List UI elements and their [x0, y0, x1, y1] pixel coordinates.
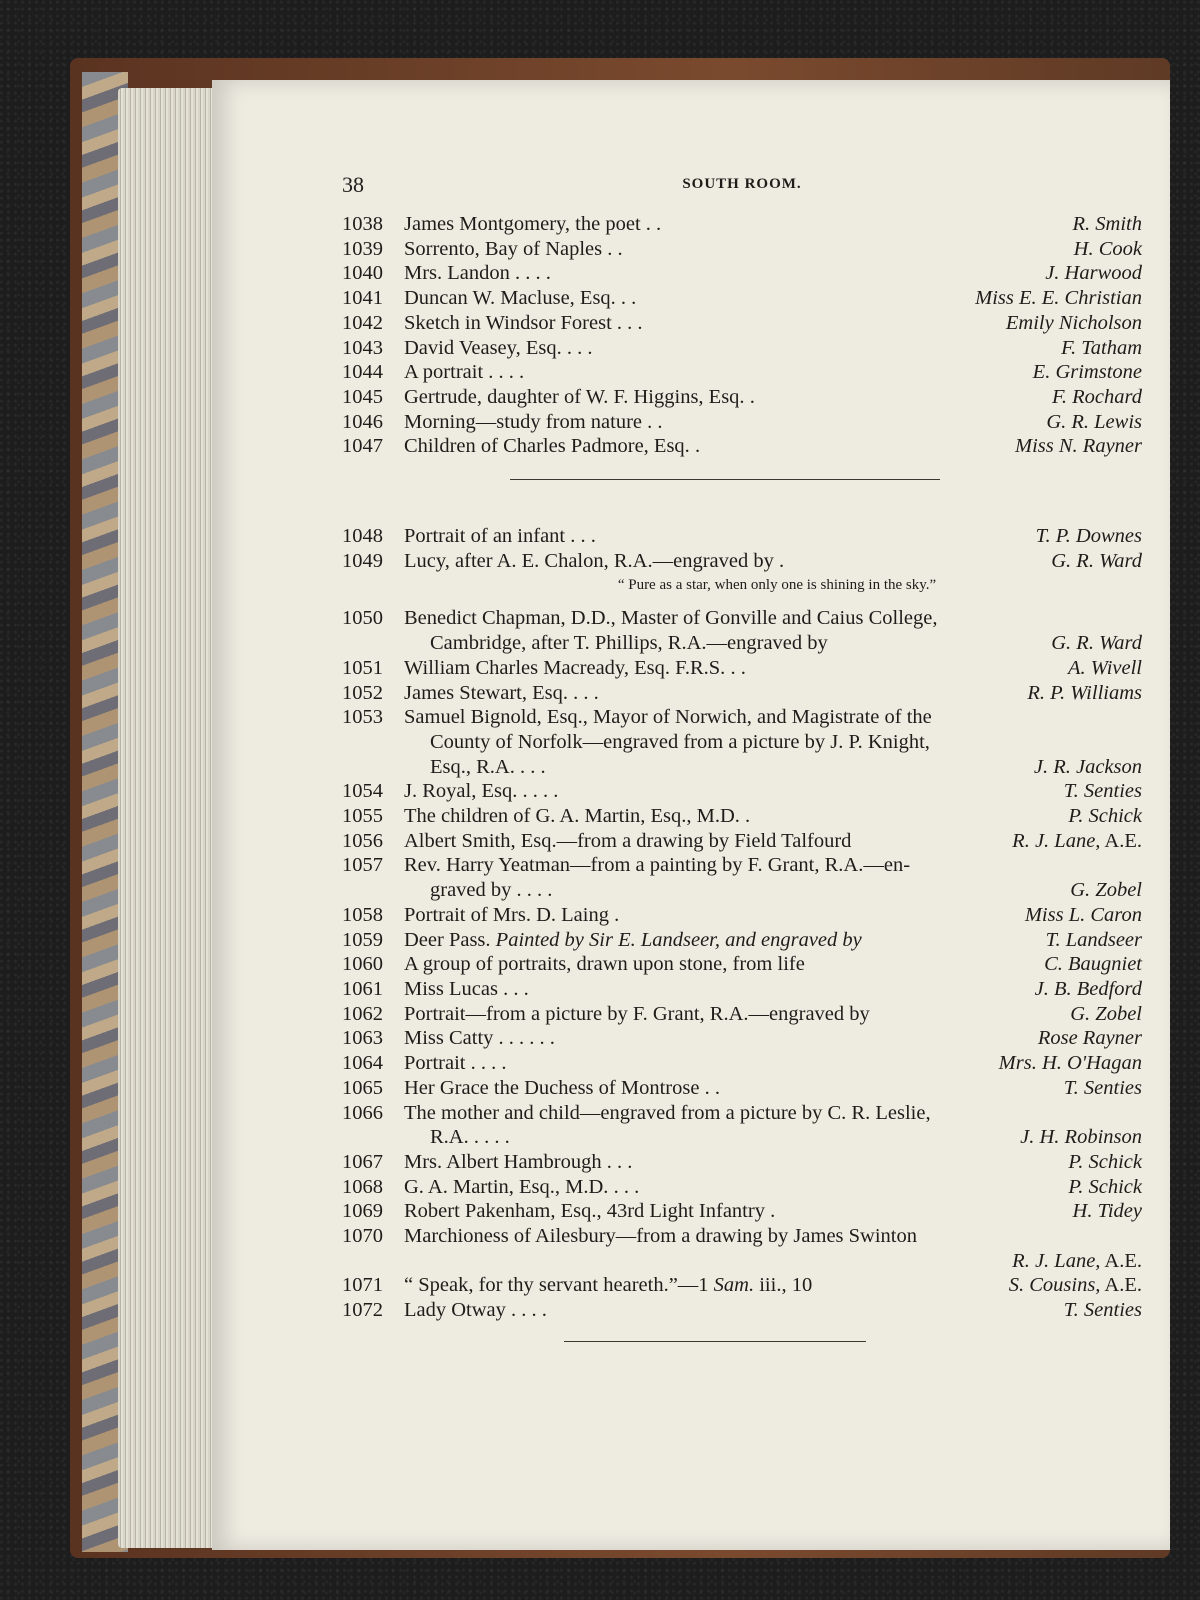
- catalogue-list-b: [342, 524, 1142, 1323]
- catalogue-entry: 1045 Gertrude, daughter of W. F. Higgins, Esq. . F. Rochard: [342, 385, 1142, 408]
- page-heading: SOUTH ROOM.: [682, 176, 802, 192]
- catalogue-entry: 1051 William Charles Macready, Esq. F.R.S. . . A. Wivell: [342, 656, 1142, 679]
- catalogue-entry: 1052 James Stewart, Esq. . . . R. P. Williams: [342, 681, 1142, 704]
- running-head: [342, 172, 1142, 212]
- catalogue-entry: 1055 The children of G. A. Martin, Esq., M.D. . P. Schick: [342, 805, 1142, 828]
- catalogue-entry: 1065 Her Grace the Duchess of Montrose . . T. Senties: [342, 1076, 1142, 1099]
- catalogue-entry: 1048 Portrait of an infant . . . T. P. Downes: [342, 525, 1142, 548]
- book-page: [212, 80, 1170, 1550]
- catalogue-entry: 1069 Robert Pakenham, Esq., 43rd Light Infantry . H. Tidey: [342, 1200, 1142, 1223]
- section-divider: [510, 479, 940, 480]
- catalogue-entry: 1067 Mrs. Albert Hambrough . . . P. Schick: [342, 1150, 1142, 1173]
- catalogue-entry: 1047 Children of Charles Padmore, Esq. . Miss N. Rayner: [342, 435, 1142, 458]
- catalogue-entry: 1068 G. A. Martin, Esq., M.D. . . . P. Schick: [342, 1175, 1142, 1198]
- catalogue-entry: 1060 A group of portraits, drawn upon stone, from life C. Baugniet: [342, 953, 1142, 976]
- catalogue-entry: 1043 David Veasey, Esq. . . . F. Tatham: [342, 336, 1142, 359]
- catalogue-entry: 1066 The mother and child—engraved from a picture by C. R. Leslie, R.A. . . . . J. H. Robinson: [342, 1101, 1142, 1149]
- page-edges: [118, 88, 218, 1548]
- catalogue-entry: 1042 Sketch in Windsor Forest . . . Emily Nicholson: [342, 311, 1142, 334]
- catalogue-entry: 1064 Portrait . . . . Mrs. H. O'Hagan: [342, 1052, 1142, 1075]
- catalogue-entry: 1038 James Montgomery, the poet . . R. Smith: [342, 213, 1142, 235]
- epigraph-quote: “ Pure as a star, when only one is shining in the sky.”: [617, 577, 937, 594]
- catalogue-entry: 1039 Sorrento, Bay of Naples . . H. Cook: [342, 237, 1142, 260]
- catalogue-entry: 1071 “ Speak, for thy servant heareth.”—1 Sam. iii., 10 S. Cousins, A.E.: [342, 1274, 1142, 1297]
- catalogue-entry: 1053 Samuel Bignold, Esq., Mayor of Norwich, and Magistrate of the County of Norfolk—engraved from a picture by J. P. Knight, Esq., R.A. . . . J. R. Jackson: [342, 706, 1142, 778]
- catalogue-entry: 1062 Portrait—from a picture by F. Grant, R.A.—engraved by G. Zobel: [342, 1002, 1142, 1025]
- catalogue-entry: 1070 Marchioness of Ailesbury—from a drawing by James Swinton R. J. Lane, A.E.: [342, 1225, 1142, 1272]
- catalogue-entry: 1059 Deer Pass. Painted by Sir E. Landseer, and engraved by T. Landseer: [342, 928, 1142, 951]
- catalogue-entry: 1040 Mrs. Landon . . . . J. Harwood: [342, 262, 1142, 285]
- closing-rule: [564, 1341, 866, 1342]
- catalogue-entry: 1041 Duncan W. Macluse, Esq. . . Miss E. E. Christian: [342, 287, 1142, 310]
- catalogue-entry: 1058 Portrait of Mrs. D. Laing . Miss L. Caron: [342, 903, 1142, 926]
- catalogue-list-a: [342, 212, 1142, 459]
- catalogue-entry: 1056 Albert Smith, Esq.—from a drawing by Field Talfourd R. J. Lane, A.E.: [342, 829, 1142, 852]
- page-number: 38: [342, 172, 364, 197]
- catalogue-entry: 1049 Lucy, after A. E. Chalon, R.A.—engraved by . G. R. Ward: [342, 549, 1142, 572]
- catalogue-entry: 1057 Rev. Harry Yeatman—from a painting by F. Grant, R.A.—en- graved by . . . . G. Zobel: [342, 854, 1142, 902]
- catalogue-entry: 1046 Morning—study from nature . . G. R. Lewis: [342, 410, 1142, 433]
- page-content: [342, 172, 1142, 1342]
- catalogue-entry: 1050 Benedict Chapman, D.D., Master of Gonville and Caius College, Cambridge, after T. Phillips, R.A.—engraved by G. R. Ward: [342, 607, 1142, 655]
- catalogue-entry: 1044 A portrait . . . . E. Grimstone: [342, 361, 1142, 384]
- catalogue-entry: 1054 J. Royal, Esq. . . . . T. Senties: [342, 780, 1142, 803]
- catalogue-entry: 1061 Miss Lucas . . . J. B. Bedford: [342, 977, 1142, 1000]
- catalogue-entry: 1063 Miss Catty . . . . . . Rose Rayner: [342, 1027, 1142, 1050]
- catalogue-entry: 1072 Lady Otway . . . . T. Senties: [342, 1299, 1142, 1322]
